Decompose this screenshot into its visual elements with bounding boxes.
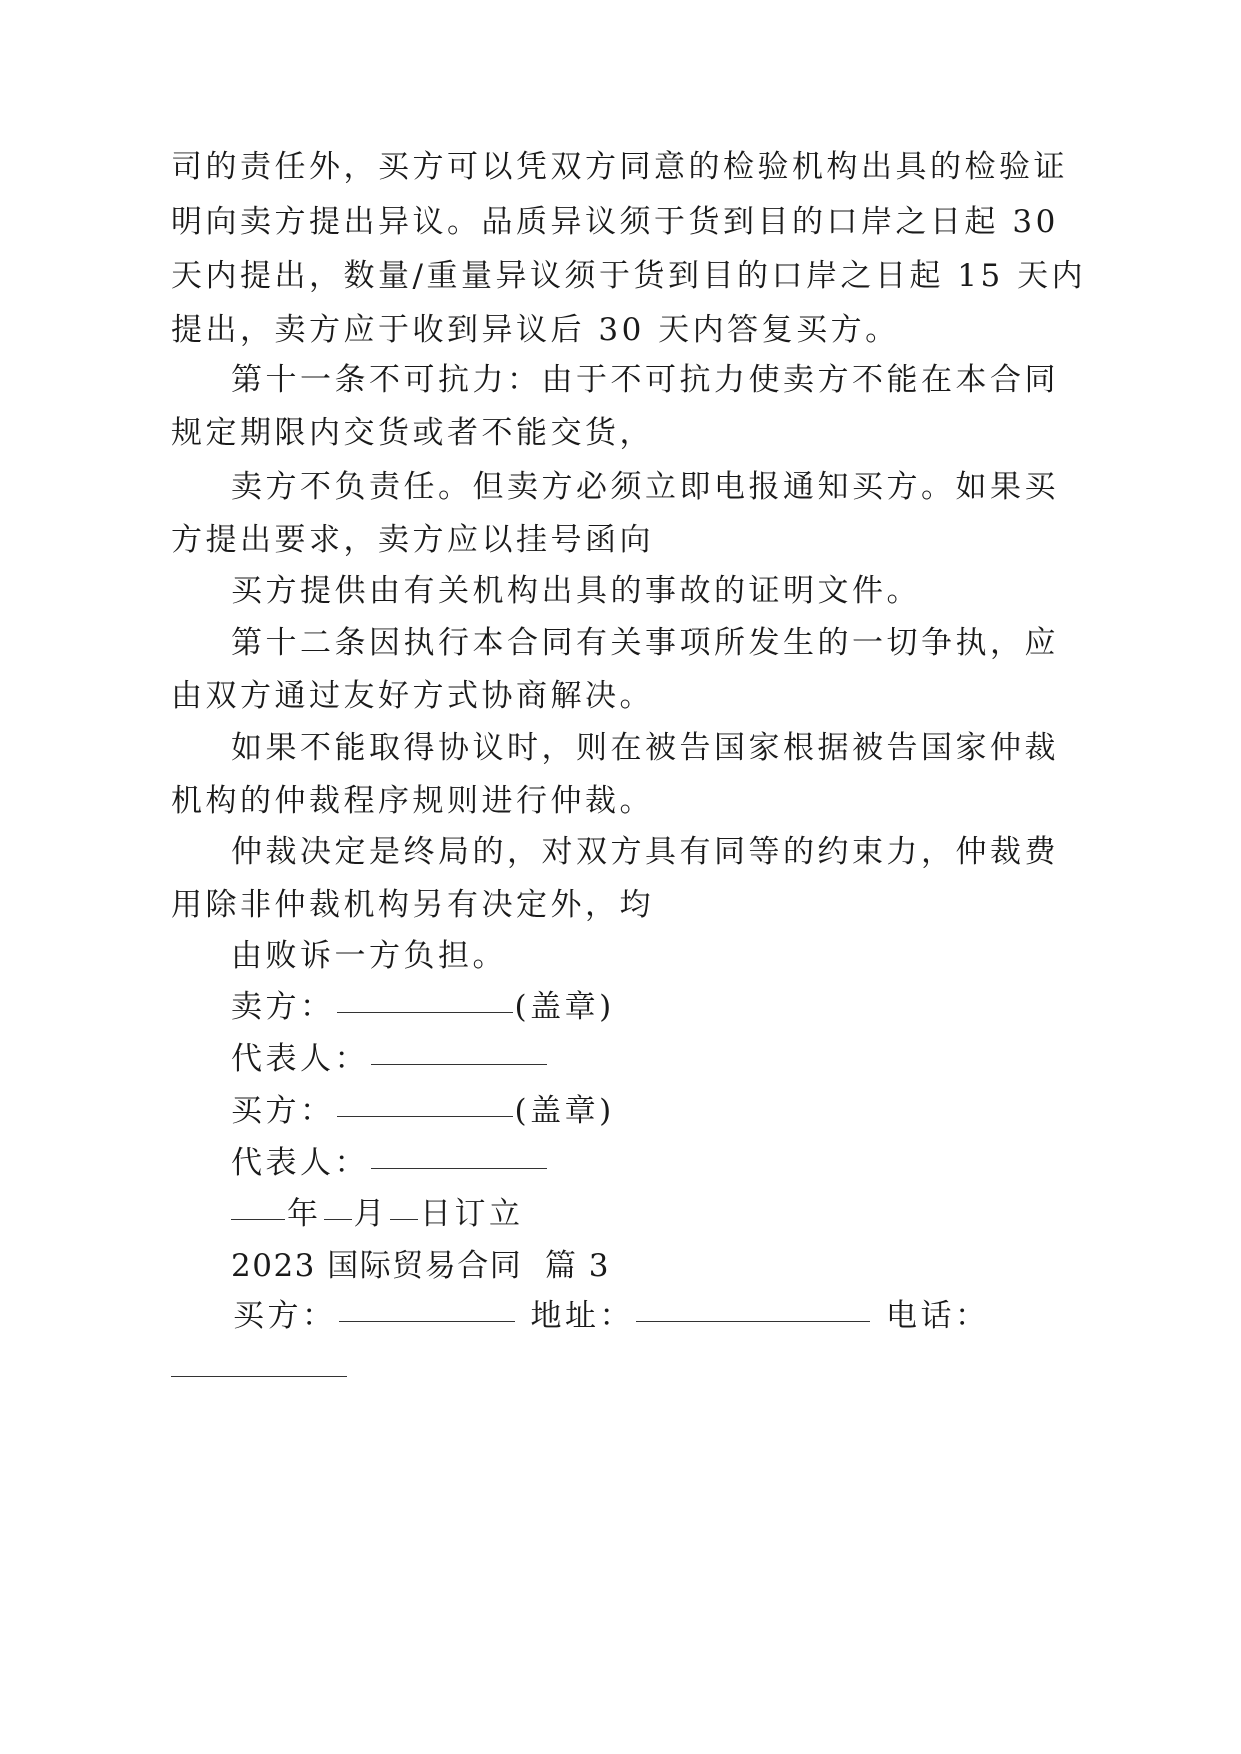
contract-title: 2023 国际贸易合同 篇 3 xyxy=(231,1248,611,1284)
seller-name-blank[interactable] xyxy=(337,1012,513,1013)
text-line: 第十二条因执行本合同有关事项所发生的一切争执，应 xyxy=(231,625,1059,661)
text-line: 方提出要求，卖方应以挂号函向 xyxy=(171,522,654,558)
buyer-rep-line xyxy=(231,1143,549,1183)
phone-label: 电话： xyxy=(886,1298,990,1334)
buyer-rep-label: 代表人： xyxy=(231,1145,369,1181)
seller-rep-label: 代表人： xyxy=(231,1041,369,1077)
text-line: 如果不能取得协议时，则在被告国家根据被告国家仲裁 xyxy=(231,730,1059,766)
text-line: 天内提出，数量/重量异议须于货到目的口岸之日起 15 天内 xyxy=(171,258,1087,294)
text-line: 机构的仲裁程序规则进行仲裁。 xyxy=(171,783,654,819)
date-line xyxy=(231,1194,524,1234)
seller-seal-label: (盖章) xyxy=(514,989,615,1025)
buyer-rep-blank[interactable] xyxy=(371,1168,547,1169)
text-line: 买方提供由有关机构出具的事故的证明文件。 xyxy=(231,573,921,609)
phone-blank[interactable] xyxy=(171,1376,347,1377)
date-suffix-label: 日订立 xyxy=(420,1196,524,1232)
text-line: 卖方不负责任。但卖方必须立即电报通知买方。如果买 xyxy=(231,469,1059,505)
day-blank[interactable] xyxy=(390,1219,418,1220)
buyer-label: 买方： xyxy=(231,1093,335,1129)
text-line: 第十一条不可抗力：由于不可抗力使卖方不能在本合同 xyxy=(231,362,1059,398)
text-line: 由败诉一方负担。 xyxy=(231,938,507,974)
buyer-info-label: 买方： xyxy=(233,1298,337,1334)
address-blank[interactable] xyxy=(636,1321,870,1322)
buyer-signature-line xyxy=(231,1091,615,1131)
seller-signature-line xyxy=(231,987,615,1027)
seller-label: 卖方： xyxy=(231,989,335,1025)
address-label: 地址： xyxy=(530,1298,634,1334)
year-blank[interactable] xyxy=(231,1219,285,1220)
seller-rep-blank[interactable] xyxy=(371,1064,547,1065)
buyer-seal-label: (盖章) xyxy=(514,1093,615,1129)
text-line: 用除非仲裁机构另有决定外，均 xyxy=(171,887,654,923)
month-blank[interactable] xyxy=(324,1219,352,1220)
text-line: 仲裁决定是终局的，对双方具有同等的约束力，仲裁费 xyxy=(231,834,1059,870)
seller-rep-line xyxy=(231,1039,549,1079)
buyer-name-blank[interactable] xyxy=(337,1116,513,1117)
buyer-info-blank[interactable] xyxy=(339,1321,515,1322)
month-label: 月 xyxy=(353,1196,388,1232)
text-line: 提出，卖方应于收到异议后 30 天内答复买方。 xyxy=(171,312,900,348)
text-line: 司的责任外，买方可以凭双方同意的检验机构出具的检验证 xyxy=(171,149,1068,185)
text-line: 规定期限内交货或者不能交货， xyxy=(171,415,654,451)
text-line: 由双方通过友好方式协商解决。 xyxy=(171,678,654,714)
text-line: 明向卖方提出异议。品质异议须于货到目的口岸之日起 30 xyxy=(171,204,1059,240)
buyer-info-line xyxy=(233,1296,990,1336)
year-label: 年 xyxy=(287,1196,322,1232)
